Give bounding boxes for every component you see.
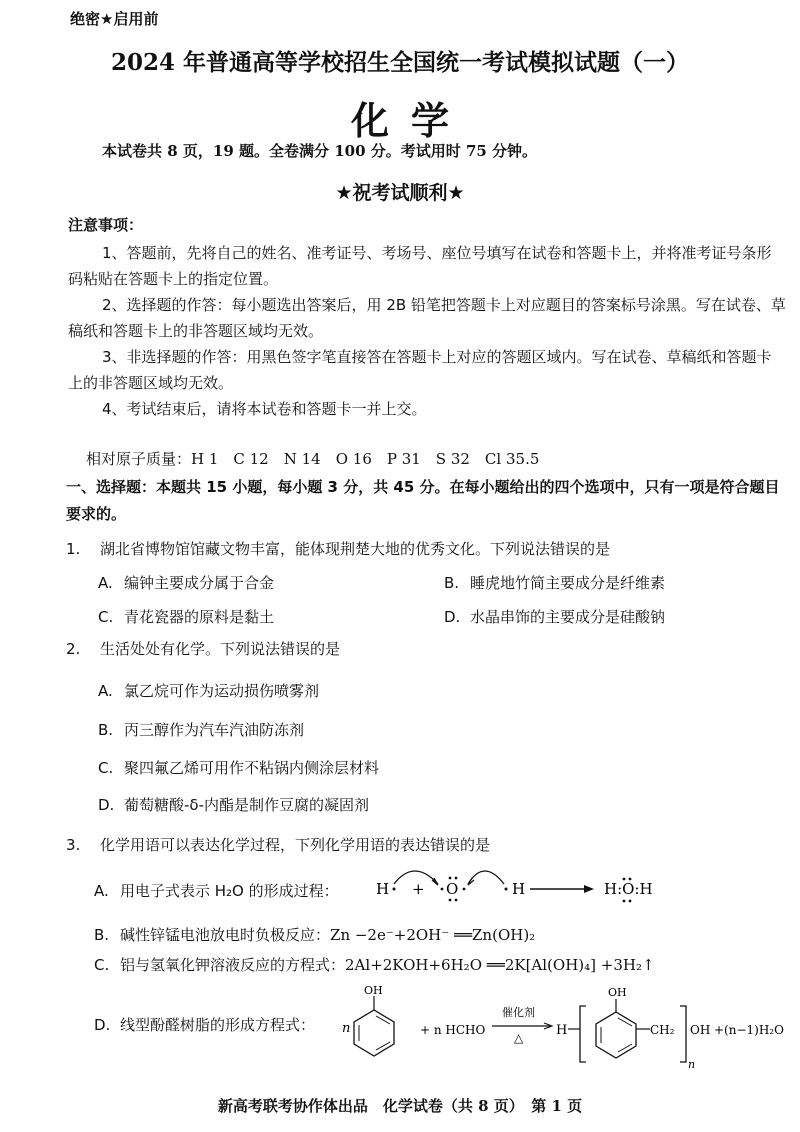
option-text: 聚四氟乙烯可用作不粘锅内侧涂层材料	[124, 759, 380, 777]
option-letter: C.	[98, 608, 114, 626]
question-3	[66, 834, 490, 855]
option-letter: A.	[94, 882, 109, 900]
resin-ring	[596, 1012, 636, 1058]
option-1a	[98, 572, 274, 593]
wish-banner: ★祝考试顺利★	[335, 182, 465, 204]
option-1d	[444, 606, 665, 627]
option-letter: C.	[94, 956, 110, 974]
option-text: 铝与氢氧化钾溶液反应的方程式：	[120, 956, 346, 974]
water-product: +(n−1)H₂O	[714, 1023, 784, 1037]
secret-label: 绝密★启用前	[70, 10, 159, 28]
question-number: 2.	[66, 640, 81, 658]
phenol-ring	[354, 1010, 394, 1056]
dot-h-left: H	[376, 880, 390, 898]
question-stem: 化学用语可以表达化学过程，下列化学用语的表达错误的是	[100, 836, 491, 854]
option-letter: B.	[94, 926, 110, 944]
option-letter: B.	[98, 721, 114, 739]
option-2b	[98, 719, 304, 740]
question-number: 3.	[66, 836, 81, 854]
option-2d	[98, 794, 369, 815]
option-text: 用电子式表示 H₂O 的形成过程：	[120, 882, 339, 900]
polymer-n: n	[688, 1058, 696, 1071]
option-2c	[98, 757, 379, 778]
option-text: 线型酚醛树脂的形成方程式：	[120, 1016, 316, 1034]
option-formula: 2Al+2KOH+6H₂O ══2K[Al(OH)₄] +3H₂↑	[345, 956, 655, 974]
section-heading: 一、选择题：本题共 15 小题，每小题 3 分，共 45 分。在每小题给出的四个选项中，只有一项是符合题目要求的。	[66, 478, 780, 523]
h-end-group: H	[556, 1023, 568, 1038]
catalyst-label: 催化剂	[502, 1006, 535, 1019]
page-footer: 新高考联考协作体出品 化学试卷（共 8 页） 第 1 页	[217, 1097, 583, 1115]
n-coefficient: n	[342, 1021, 351, 1036]
option-text: 睡虎地竹简主要成分是纤维素	[470, 574, 666, 592]
phenolic-resin-reaction	[340, 982, 790, 1074]
option-letter: B.	[444, 574, 460, 592]
option-text: 青花瓷器的原料是黏土	[124, 608, 275, 626]
dot-plus: +	[412, 880, 425, 898]
option-letter: D.	[98, 796, 115, 814]
option-letter: C.	[98, 759, 114, 777]
option-letter: A.	[98, 574, 113, 592]
option-3a	[94, 880, 339, 901]
hcho-reactant: + n HCHO	[420, 1023, 486, 1037]
oh-end-group: OH	[690, 1023, 711, 1037]
option-text: 氯乙烷可作为运动损伤喷雾剂	[124, 682, 320, 700]
option-3c	[94, 954, 655, 975]
notice-item: 2、选择题的作答：每小题选出答案后，用 2B 铅笔把答题卡上对应题目的答案标号涂黑。写在试卷、草稿纸和答题卡上的非答题区域均无效。	[68, 296, 786, 340]
atomic-masses: 相对原子质量：H 1 C 12 N 14 O 16 P 31 S 32 Cl 35.5	[86, 450, 540, 468]
phenol-oh-label: OH	[364, 984, 383, 997]
option-text: 编钟主要成分属于合金	[124, 574, 275, 592]
option-text: 葡萄糖酸-δ-内酯是制作豆腐的凝固剂	[124, 796, 370, 814]
resin-oh-label: OH	[608, 986, 627, 999]
notice-item: 1、答题前，先将自己的姓名、准考证号、考场号、座位号填写在试卷和答题卡上，并将准考证号条形码粘贴在答题卡上的指定位置。	[68, 244, 772, 288]
option-letter: D.	[94, 1016, 111, 1034]
option-text: 水晶串饰的主要成分是硅酸钠	[470, 608, 666, 626]
option-text: 碱性锌锰电池放电时负极反应：	[120, 926, 331, 944]
option-letter: A.	[98, 682, 113, 700]
option-letter: D.	[444, 608, 461, 626]
notice-heading: 注意事项：	[68, 216, 144, 234]
question-stem: 湖北省博物馆馆藏文物丰富，能体现荆楚大地的优秀文化。下列说法错误的是	[100, 540, 611, 558]
exam-title: 2024 年普通高等学校招生全国统一考试模拟试题（一）	[110, 49, 690, 76]
question-2	[66, 638, 340, 659]
question-number: 1.	[66, 540, 81, 558]
exam-info: 本试卷共 8 页，19 题。全卷满分 100 分。考试用时 75 分钟。	[102, 142, 538, 160]
question-1	[66, 538, 610, 559]
option-2a	[98, 680, 319, 701]
option-3d	[94, 1014, 315, 1035]
option-text: 丙三醇作为汽车汽油防冻剂	[124, 721, 305, 739]
notice-item: 4、考试结束后，请将本试卷和答题卡一并上交。	[102, 400, 427, 418]
subject-title: 化学	[350, 98, 471, 143]
ch2-group: CH₂	[650, 1023, 675, 1037]
dot-h-right: H	[512, 880, 526, 898]
option-3b	[94, 924, 535, 945]
option-1c	[98, 606, 274, 627]
electron-dot-diagram	[370, 860, 670, 904]
option-formula: Zn −2e⁻+2OH⁻ ══Zn(OH)₂	[330, 926, 536, 944]
option-1b	[444, 572, 665, 593]
dot-product: H:O:H	[604, 880, 653, 898]
dot-o: O	[446, 880, 459, 898]
heat-label: △	[514, 1031, 524, 1045]
question-stem: 生活处处有化学。下列说法错误的是	[100, 640, 341, 658]
notice-item: 3、非选择题的作答：用黑色签字笔直接答在答题卡上对应的答题区域内。写在试卷、草稿纸和答题卡上的非答题区域均无效。	[68, 348, 772, 392]
